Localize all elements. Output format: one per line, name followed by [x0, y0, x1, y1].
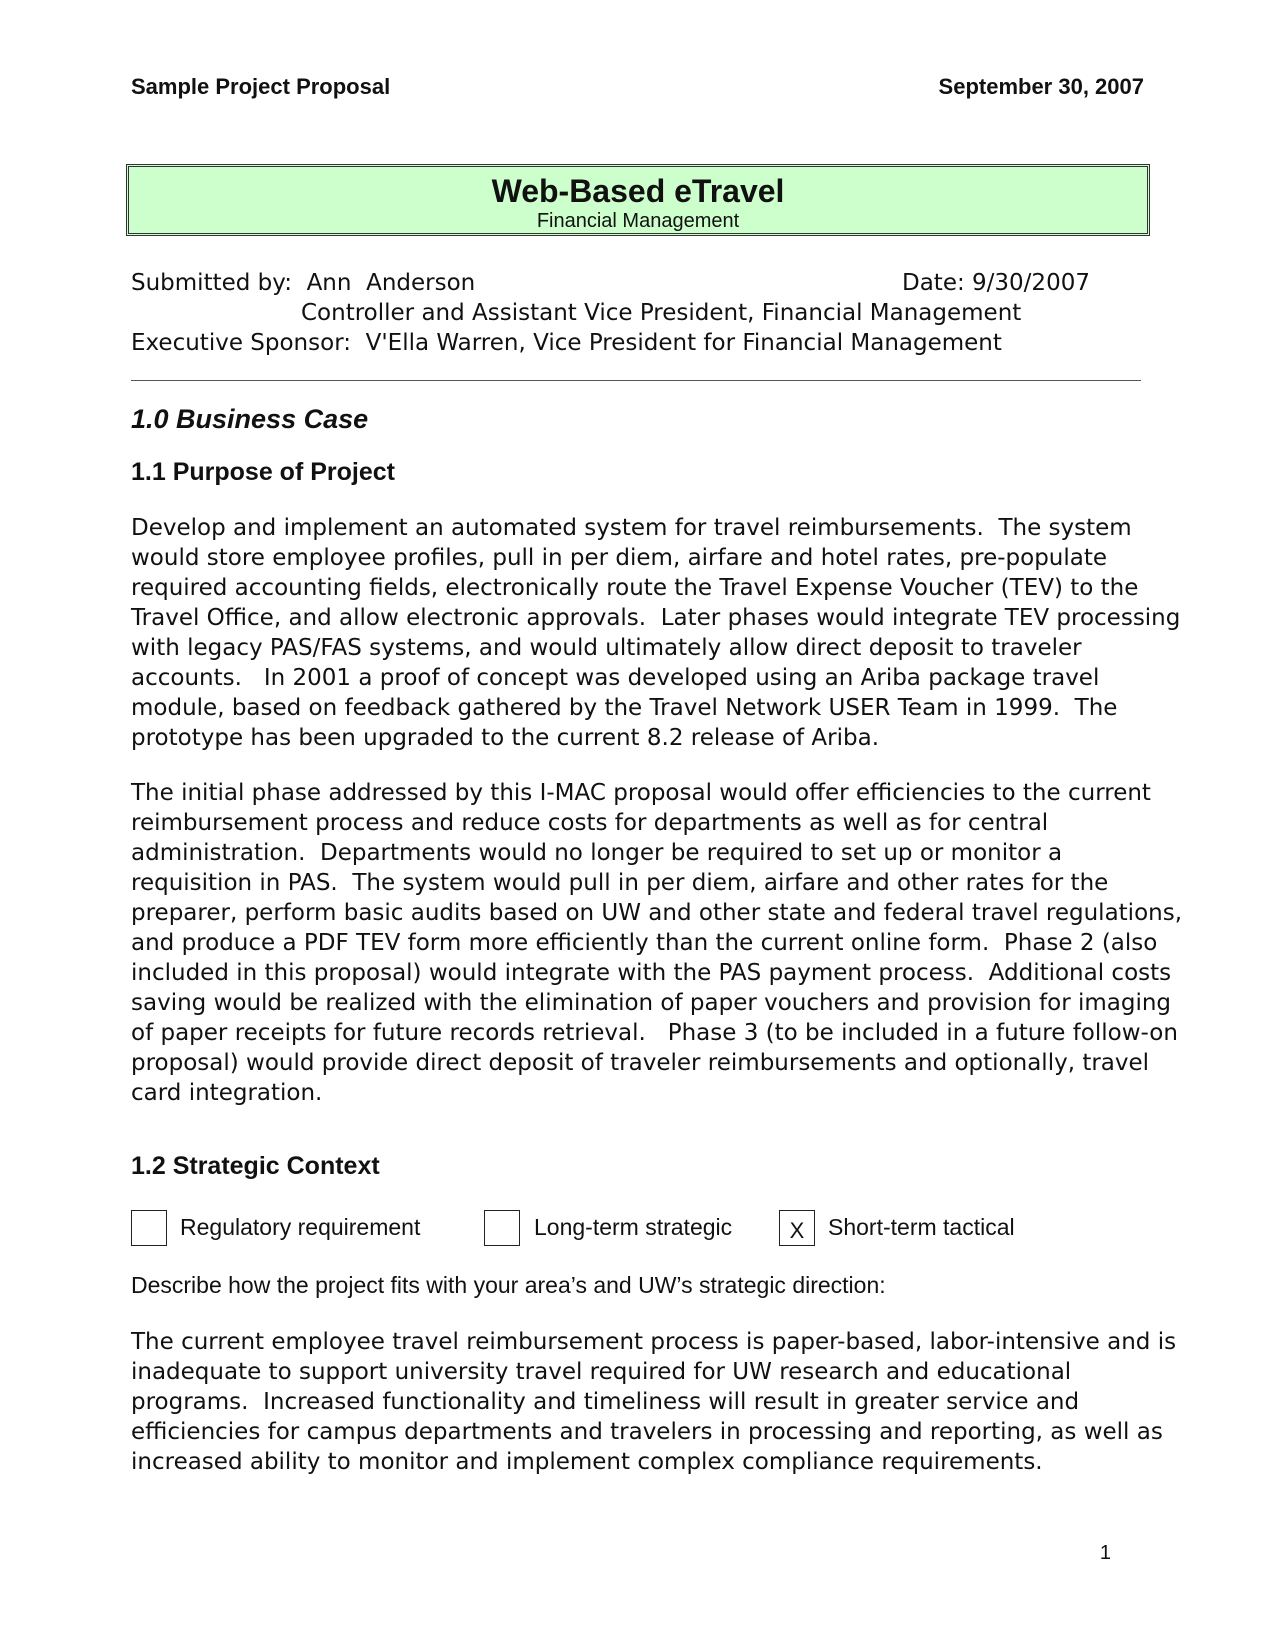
paragraph-line: The initial phase addressed by this I-MAC proposal would offer efficiencies to the current: [131, 780, 1151, 806]
paragraph-line: module, based on feedback gathered by the Travel Network USER Team in 1999. The: [131, 695, 1118, 721]
section-heading-purpose: 1.1 Purpose of Project: [131, 458, 395, 486]
short-term-tactical-label: Short-term tactical: [828, 1214, 1015, 1240]
submitter-title: Controller and Assistant Vice President, Financial Management: [301, 300, 1022, 326]
strategic-direction-prompt: Describe how the project fits with your area’s and UW’s strategic direction:: [131, 1272, 886, 1298]
paragraph-line: inadequate to support university travel required for UW research and educational: [131, 1359, 1072, 1385]
header-doc-title: Sample Project Proposal: [131, 74, 391, 99]
regulatory-requirement-checkbox[interactable]: [131, 1210, 167, 1246]
paragraph-line: administration. Departments would no longer be required to set up or monitor a: [131, 840, 1063, 866]
paragraph-line: accounts. In 2001 a proof of concept was developed using an Ariba package travel: [131, 665, 1100, 691]
executive-sponsor: Executive Sponsor: V'Ella Warren, Vice President for Financial Management: [131, 330, 1002, 356]
paragraph-line: prototype has been upgraded to the current 8.2 release of Ariba.: [131, 725, 880, 751]
regulatory-requirement-label: Regulatory requirement: [180, 1214, 421, 1240]
section-heading-business-case: 1.0 Business Case: [131, 404, 369, 434]
paragraph-line: of paper receipts for future records retrieval. Phase 3 (to be included in a future follow-on: [131, 1020, 1178, 1046]
short-term-tactical-checkbox[interactable]: X: [779, 1210, 815, 1246]
long-term-strategic-checkbox[interactable]: [484, 1210, 520, 1246]
section-heading-strategic-context: 1.2 Strategic Context: [131, 1152, 380, 1180]
paragraph-line: efficiencies for campus departments and travelers in processing and reporting, as well as: [131, 1419, 1163, 1445]
paragraph-line: requisition in PAS. The system would pull in per diem, airfare and other rates for the: [131, 870, 1109, 896]
submitted-by: Submitted by: Ann Anderson: [131, 270, 476, 296]
purpose-paragraph-2: [131, 778, 1183, 1108]
paragraph-line: saving would be realized with the elimination of paper vouchers and provision for imaging: [131, 990, 1172, 1016]
paragraph-line: would store employee profiles, pull in per diem, airfare and hotel rates, pre-populate: [131, 545, 1108, 571]
paragraph-line: The current employee travel reimbursement process is paper-based, labor-intensive and is: [131, 1329, 1177, 1355]
paragraph-line: and produce a PDF TEV form more efficiently than the current online form. Phase 2 (also: [131, 930, 1158, 956]
page-number: 1: [1099, 1542, 1111, 1564]
paragraph-line: Travel Office, and allow electronic approvals. Later phases would integrate TEV processing: [131, 605, 1181, 631]
strategic-context-paragraph: [131, 1327, 1177, 1477]
header-doc-date: September 30, 2007: [938, 74, 1144, 99]
purpose-paragraph-1: [131, 513, 1181, 753]
paragraph-line: increased ability to monitor and implement complex compliance requirements.: [131, 1449, 1043, 1475]
paragraph-line: card integration.: [131, 1080, 323, 1106]
title-box: [126, 164, 1150, 236]
submission-block: [131, 268, 1131, 358]
horizontal-divider: [131, 380, 1141, 381]
paragraph-line: reimbursement process and reduce costs for departments as well as for central: [131, 810, 1049, 836]
paragraph-line: Develop and implement an automated system for travel reimbursements. The system: [131, 515, 1132, 541]
submission-date: Date: 9/30/2007: [902, 270, 1090, 296]
paragraph-line: preparer, perform basic audits based on UW and other state and federal travel regulations,: [131, 900, 1183, 926]
paragraph-line: required accounting fields, electronically route the Travel Expense Voucher (TEV) to the: [131, 575, 1139, 601]
paragraph-line: programs. Increased functionality and timeliness will result in greater service and: [131, 1389, 1080, 1415]
paragraph-line: included in this proposal) would integrate with the PAS payment process. Additional costs: [131, 960, 1172, 986]
project-title: Web-Based eTravel: [491, 173, 785, 209]
paragraph-line: proposal) would provide direct deposit of traveler reimbursements and optionally, travel: [131, 1050, 1150, 1076]
project-subtitle: Financial Management: [536, 210, 740, 232]
long-term-strategic-label: Long-term strategic: [534, 1214, 733, 1240]
strategic-context-options: [131, 1210, 1141, 1250]
paragraph-line: with legacy PAS/FAS systems, and would ultimately allow direct deposit to traveler: [131, 635, 1082, 661]
